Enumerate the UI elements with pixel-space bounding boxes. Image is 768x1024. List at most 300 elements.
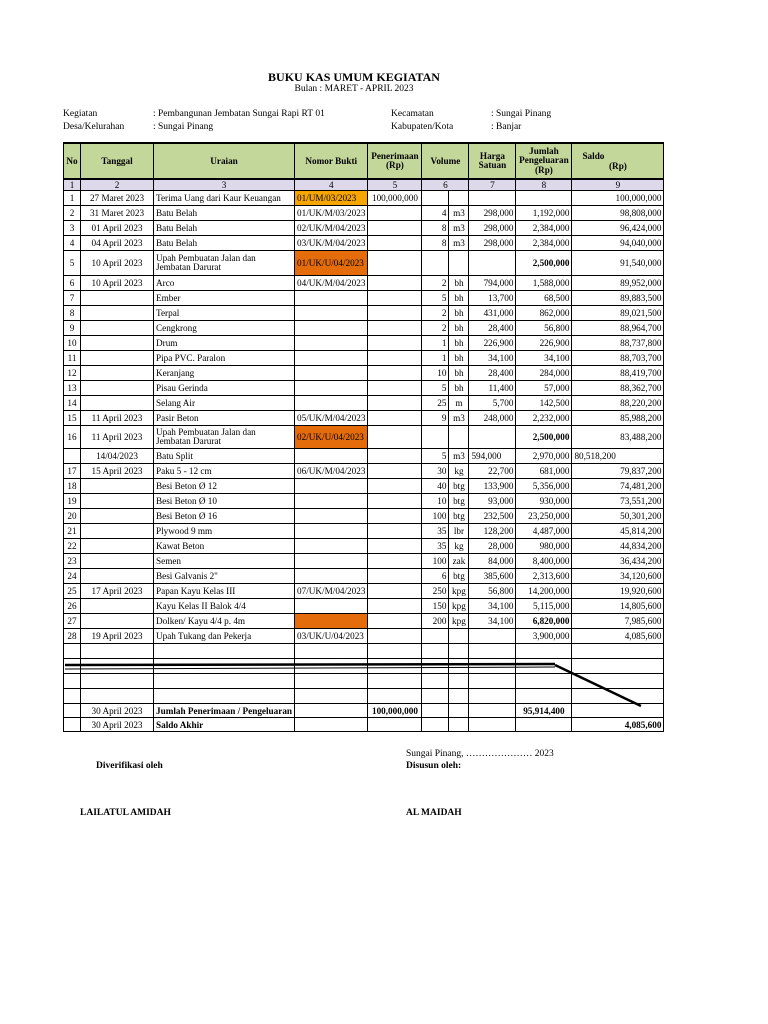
row-income — [368, 584, 422, 599]
row-description: Kawat Beton — [154, 539, 295, 554]
row-balance: 88,220,200 — [572, 396, 664, 411]
colnum-9: 9 — [572, 179, 664, 191]
col-uraian: Uraian — [154, 143, 295, 179]
bulan-label: Bulan : — [294, 84, 323, 94]
row-unit: btg — [449, 479, 469, 494]
col-harga: Harga Satuan — [469, 143, 516, 179]
row-number: 16 — [64, 426, 81, 449]
row-income — [368, 629, 422, 644]
row-unit-price: 28,400 — [469, 321, 516, 336]
row-expense: 2,313,600 — [516, 569, 572, 584]
row-volume: 8 — [422, 236, 449, 251]
verifier-name: LAILATUL AMIDAH — [80, 808, 171, 818]
row-balance: 89,883,500 — [572, 291, 664, 306]
row-receipt-number — [295, 614, 368, 629]
row-balance: 73,551,200 — [572, 494, 664, 509]
totals-pengeluaran: 95,914,400 — [516, 704, 572, 718]
table-row — [64, 569, 664, 584]
row-description: Upah Tukang dan Pekerja — [154, 629, 295, 644]
row-description: Keranjang — [154, 366, 295, 381]
table-row — [64, 599, 664, 614]
row-expense: 2,500,000 — [516, 426, 572, 449]
row-expense: 34,100 — [516, 351, 572, 366]
row-unit-price: 28,000 — [469, 539, 516, 554]
table-row — [64, 539, 664, 554]
row-balance: 91,540,000 — [572, 251, 664, 276]
row-number: 5 — [64, 251, 81, 276]
row-unit-price: 385,600 — [469, 569, 516, 584]
totals-penerimaan: 100,000,000 — [368, 704, 422, 718]
row-unit-price: 13,700 — [469, 291, 516, 306]
row-volume: 2 — [422, 306, 449, 321]
row-unit-price: 34,100 — [469, 351, 516, 366]
row-unit-price: 128,200 — [469, 524, 516, 539]
table-row — [64, 321, 664, 336]
row-date: 17 April 2023 — [81, 584, 154, 599]
table-row — [64, 554, 664, 569]
row-receipt-number: 07/UK/M/04/2023 — [295, 584, 368, 599]
row-volume: 2 — [422, 276, 449, 291]
row-number: 14 — [64, 396, 81, 411]
row-unit-price: 34,100 — [469, 614, 516, 629]
row-balance: 50,301,200 — [572, 509, 664, 524]
table-row — [64, 366, 664, 381]
row-number: 6 — [64, 276, 81, 291]
colnum-8: 8 — [516, 179, 572, 191]
row-unit: bh — [449, 366, 469, 381]
row-volume: 100 — [422, 554, 449, 569]
row-balance: 100,000,000 — [572, 191, 664, 206]
place-date: Sungai Pinang, ………………… 2023 — [406, 749, 554, 759]
compiled-by-label: Disusun oleh: — [406, 761, 462, 771]
document-title: BUKU KAS UMUM KEGIATAN — [268, 70, 440, 84]
row-unit: btg — [449, 569, 469, 584]
row-description: Plywood 9 mm — [154, 524, 295, 539]
row-receipt-number — [295, 554, 368, 569]
period-line — [0, 84, 708, 94]
row-unit: bh — [449, 336, 469, 351]
row-receipt-number — [295, 569, 368, 584]
row-volume — [422, 251, 449, 276]
totals-label: Jumlah Penerimaan / Pengeluaran — [154, 704, 295, 718]
row-income: 100,000,000 — [368, 191, 422, 206]
row-balance: 4,085,600 — [572, 629, 664, 644]
row-date: 27 Maret 2023 — [81, 191, 154, 206]
table-row — [64, 509, 664, 524]
table-row — [64, 396, 664, 411]
row-number: 25 — [64, 584, 81, 599]
row-expense: 6,820,000 — [516, 614, 572, 629]
row-unit — [449, 629, 469, 644]
kabupaten-label: Kabupaten/Kota — [391, 122, 454, 132]
row-balance: 88,737,800 — [572, 336, 664, 351]
row-number: 24 — [64, 569, 81, 584]
row-number: 11 — [64, 351, 81, 366]
row-volume: 35 — [422, 539, 449, 554]
row-unit-price: 56,800 — [469, 584, 516, 599]
row-expense: 980,000 — [516, 539, 572, 554]
row-description: Paku 5 - 12 cm — [154, 464, 295, 479]
info-left — [63, 108, 325, 134]
row-description: Pisau Gerinda — [154, 381, 295, 396]
row-date — [81, 599, 154, 614]
row-number: 7 — [64, 291, 81, 306]
row-volume: 1 — [422, 336, 449, 351]
row-unit — [449, 426, 469, 449]
row-date — [81, 554, 154, 569]
row-description: Batu Split — [154, 449, 295, 464]
row-date — [81, 366, 154, 381]
row-income — [368, 336, 422, 351]
row-expense: 3,900,000 — [516, 629, 572, 644]
table-row — [64, 411, 664, 426]
row-expense: 5,115,000 — [516, 599, 572, 614]
row-income — [368, 276, 422, 291]
row-date: 10 April 2023 — [81, 251, 154, 276]
row-receipt-number: 02/UK/M/04/2023 — [295, 221, 368, 236]
table-row — [64, 426, 664, 449]
row-unit: lbr — [449, 524, 469, 539]
row-unit-price: 248,000 — [469, 411, 516, 426]
row-income — [368, 206, 422, 221]
row-date — [81, 336, 154, 351]
row-expense: 226,900 — [516, 336, 572, 351]
row-receipt-number — [295, 321, 368, 336]
row-unit: m3 — [449, 206, 469, 221]
row-volume: 1 — [422, 351, 449, 366]
row-unit-price: 794,000 — [469, 276, 516, 291]
row-balance: 36,434,200 — [572, 554, 664, 569]
row-number: 18 — [64, 479, 81, 494]
row-income — [368, 479, 422, 494]
row-unit-price: 298,000 — [469, 206, 516, 221]
row-income — [368, 221, 422, 236]
row-number: 15 — [64, 411, 81, 426]
row-volume — [422, 629, 449, 644]
row-income — [368, 291, 422, 306]
row-receipt-number — [295, 494, 368, 509]
row-number: 27 — [64, 614, 81, 629]
table-row — [64, 494, 664, 509]
strike-line-diagonal — [555, 665, 641, 706]
row-expense: 930,000 — [516, 494, 572, 509]
row-date: 15 April 2023 — [81, 464, 154, 479]
row-date: 11 April 2023 — [81, 411, 154, 426]
col-penerimaan: Penerimaan (Rp) — [368, 143, 422, 179]
row-receipt-number — [295, 524, 368, 539]
table-row — [64, 221, 664, 236]
kecamatan-label: Kecamatan — [391, 109, 434, 119]
row-unit-price: 298,000 — [469, 221, 516, 236]
row-income — [368, 464, 422, 479]
row-number: 9 — [64, 321, 81, 336]
row-unit-price: 11,400 — [469, 381, 516, 396]
colnum-1: 1 — [64, 179, 81, 191]
saldo-akhir-value: 4,085,600 — [572, 718, 664, 732]
row-volume: 4 — [422, 206, 449, 221]
row-volume: 150 — [422, 599, 449, 614]
row-income — [368, 351, 422, 366]
row-date — [81, 291, 154, 306]
row-unit: kg — [449, 464, 469, 479]
row-unit: btg — [449, 509, 469, 524]
row-expense: 4,487,000 — [516, 524, 572, 539]
row-expense: 2,970,000 — [516, 449, 572, 464]
row-number: 1 — [64, 191, 81, 206]
row-receipt-number: 01/UK/U/04/2023 — [295, 251, 368, 276]
row-receipt-number: 04/UK/M/04/2023 — [295, 276, 368, 291]
row-volume: 10 — [422, 366, 449, 381]
row-date — [81, 524, 154, 539]
row-volume: 2 — [422, 321, 449, 336]
table-row — [64, 251, 664, 276]
row-receipt-number: 01/UK/M/03/2023 — [295, 206, 368, 221]
row-receipt-number — [295, 351, 368, 366]
row-volume: 30 — [422, 464, 449, 479]
row-volume: 100 — [422, 509, 449, 524]
row-balance: 88,703,700 — [572, 351, 664, 366]
row-balance: 88,419,700 — [572, 366, 664, 381]
row-unit: kpg — [449, 584, 469, 599]
row-expense: 284,000 — [516, 366, 572, 381]
row-volume: 6 — [422, 569, 449, 584]
row-receipt-number — [295, 336, 368, 351]
row-receipt-number — [295, 366, 368, 381]
row-income — [368, 539, 422, 554]
row-unit — [449, 191, 469, 206]
strikethrough-lines — [63, 655, 648, 737]
row-expense: 2,384,000 — [516, 221, 572, 236]
row-unit: zak — [449, 554, 469, 569]
row-unit: m3 — [449, 449, 469, 464]
row-expense: 2,232,000 — [516, 411, 572, 426]
row-date — [81, 396, 154, 411]
row-expense: 681,000 — [516, 464, 572, 479]
row-number: 10 — [64, 336, 81, 351]
table-header-row — [64, 143, 664, 179]
row-number: 2 — [64, 206, 81, 221]
row-description: Semen — [154, 554, 295, 569]
row-unit-price — [469, 191, 516, 206]
row-volume: 200 — [422, 614, 449, 629]
row-income — [368, 494, 422, 509]
row-description: Papan Kayu Kelas III — [154, 584, 295, 599]
row-unit-price: 133,900 — [469, 479, 516, 494]
row-unit-price: 34,100 — [469, 599, 516, 614]
bulan-value: MARET - APRIL 2023 — [324, 84, 414, 94]
row-expense: 1,192,000 — [516, 206, 572, 221]
row-description: Upah Pembuatan Jalan dan Jembatan Darurat — [154, 426, 295, 449]
table-row — [64, 584, 664, 599]
colnum-4: 4 — [295, 179, 368, 191]
row-description: Pipa PVC. Paralon — [154, 351, 295, 366]
row-balance: 88,964,700 — [572, 321, 664, 336]
strike-line-horizontal-thin — [65, 667, 555, 669]
row-balance: 79,837,200 — [572, 464, 664, 479]
row-description: Besi Beton Ø 10 — [154, 494, 295, 509]
table-row — [64, 206, 664, 221]
row-description: Batu Belah — [154, 206, 295, 221]
row-receipt-number — [295, 509, 368, 524]
row-unit-price: 5,700 — [469, 396, 516, 411]
col-saldo-unit: (Rp) — [609, 161, 627, 171]
row-description: Besi Beton Ø 12 — [154, 479, 295, 494]
col-saldo-label: Saldo — [582, 151, 605, 161]
saldo-akhir-label: Saldo Akhir — [154, 718, 295, 732]
row-receipt-number — [295, 396, 368, 411]
row-date — [81, 569, 154, 584]
col-jumlah: Jumlah Pengeluaran (Rp) — [516, 143, 572, 179]
row-number: 22 — [64, 539, 81, 554]
row-receipt-number: 06/UK/M/04/2023 — [295, 464, 368, 479]
compiler-name: AL MAIDAH — [406, 808, 462, 818]
row-number: 8 — [64, 306, 81, 321]
row-date: 31 Maret 2023 — [81, 206, 154, 221]
row-expense: 142,500 — [516, 396, 572, 411]
row-number: 23 — [64, 554, 81, 569]
row-expense: 2,500,000 — [516, 251, 572, 276]
kegiatan-label: Kegiatan — [63, 109, 98, 119]
row-income — [368, 251, 422, 276]
row-unit: m — [449, 396, 469, 411]
row-unit: bh — [449, 276, 469, 291]
row-expense — [516, 191, 572, 206]
row-expense: 2,384,000 — [516, 236, 572, 251]
row-balance: 45,814,200 — [572, 524, 664, 539]
row-balance: 14,805,600 — [572, 599, 664, 614]
kegiatan-value: : Pembangunan Jembatan Sungai Rapi RT 01 — [153, 109, 325, 119]
row-number: 12 — [64, 366, 81, 381]
row-income — [368, 396, 422, 411]
row-unit-price: 232,500 — [469, 509, 516, 524]
row-volume: 9 — [422, 411, 449, 426]
table-row — [64, 276, 664, 291]
row-income — [368, 366, 422, 381]
row-balance: 7,985,600 — [572, 614, 664, 629]
row-expense: 862,000 — [516, 306, 572, 321]
row-unit-price: 93,000 — [469, 494, 516, 509]
row-volume: 25 — [422, 396, 449, 411]
row-income — [368, 554, 422, 569]
col-no: No — [64, 143, 81, 179]
row-number: 21 — [64, 524, 81, 539]
row-receipt-number — [295, 599, 368, 614]
row-income — [368, 614, 422, 629]
row-volume: 10 — [422, 494, 449, 509]
row-unit: btg — [449, 494, 469, 509]
row-number — [64, 449, 81, 464]
row-expense: 56,800 — [516, 321, 572, 336]
row-unit-price — [469, 629, 516, 644]
row-expense: 23,250,000 — [516, 509, 572, 524]
table-row — [64, 291, 664, 306]
row-date: 11 April 2023 — [81, 426, 154, 449]
table-row — [64, 191, 664, 206]
row-unit: bh — [449, 306, 469, 321]
row-date — [81, 494, 154, 509]
row-date — [81, 306, 154, 321]
row-volume: 5 — [422, 449, 449, 464]
row-number: 20 — [64, 509, 81, 524]
row-description: Terima Uang dari Kaur Keuangan — [154, 191, 295, 206]
row-balance: 19,920,600 — [572, 584, 664, 599]
row-income — [368, 306, 422, 321]
row-date: 04 April 2023 — [81, 236, 154, 251]
row-description: Dolken/ Kayu 4/4 p. 4m — [154, 614, 295, 629]
row-description: Drum — [154, 336, 295, 351]
table-row — [64, 464, 664, 479]
table-row — [64, 524, 664, 539]
col-tanggal: Tanggal — [81, 143, 154, 179]
table-row — [64, 236, 664, 251]
row-description: Terpal — [154, 306, 295, 321]
row-unit — [449, 251, 469, 276]
row-description: Batu Belah — [154, 236, 295, 251]
row-expense: 14,200,000 — [516, 584, 572, 599]
row-unit-price: 28,400 — [469, 366, 516, 381]
row-receipt-number: 02/UK/U/04/2023 — [295, 426, 368, 449]
row-number: 26 — [64, 599, 81, 614]
row-description: Batu Belah — [154, 221, 295, 236]
column-number-row — [64, 179, 664, 191]
row-balance: 94,040,000 — [572, 236, 664, 251]
colnum-6: 6 — [422, 179, 469, 191]
row-date — [81, 321, 154, 336]
kabupaten-value: : Banjar — [491, 122, 522, 132]
row-unit-price: 226,900 — [469, 336, 516, 351]
row-unit: m3 — [449, 221, 469, 236]
row-balance: 85,988,200 — [572, 411, 664, 426]
totals-date: 30 April 2023 — [81, 704, 154, 718]
row-balance: 74,481,200 — [572, 479, 664, 494]
row-description: Besi Beton Ø 16 — [154, 509, 295, 524]
row-date — [81, 351, 154, 366]
row-expense: 57,000 — [516, 381, 572, 396]
row-balance: 34,120,600 — [572, 569, 664, 584]
row-unit-price — [469, 426, 516, 449]
row-number: 19 — [64, 494, 81, 509]
row-balance: 89,952,000 — [572, 276, 664, 291]
row-volume: 40 — [422, 479, 449, 494]
row-volume: 5 — [422, 291, 449, 306]
colnum-7: 7 — [469, 179, 516, 191]
row-unit: bh — [449, 291, 469, 306]
row-income — [368, 426, 422, 449]
row-unit: kpg — [449, 599, 469, 614]
cash-ledger-table — [63, 142, 664, 732]
row-number: 3 — [64, 221, 81, 236]
row-receipt-number — [295, 291, 368, 306]
row-unit: kpg — [449, 614, 469, 629]
row-receipt-number: 03/UK/M/04/2023 — [295, 236, 368, 251]
row-expense: 8,400,000 — [516, 554, 572, 569]
table-row — [64, 629, 664, 644]
row-receipt-number: 01/UM/03/2023 — [295, 191, 368, 206]
row-receipt-number — [295, 449, 368, 464]
colnum-3: 3 — [154, 179, 295, 191]
row-income — [368, 449, 422, 464]
row-volume: 8 — [422, 221, 449, 236]
row-unit-price — [469, 251, 516, 276]
row-volume — [422, 191, 449, 206]
row-balance: 96,424,000 — [572, 221, 664, 236]
row-balance: 80,518,200 — [572, 449, 664, 464]
row-date — [81, 509, 154, 524]
col-nomor-bukti: Nomor Bukti — [295, 143, 368, 179]
row-number: 17 — [64, 464, 81, 479]
row-volume: 250 — [422, 584, 449, 599]
row-volume: 35 — [422, 524, 449, 539]
